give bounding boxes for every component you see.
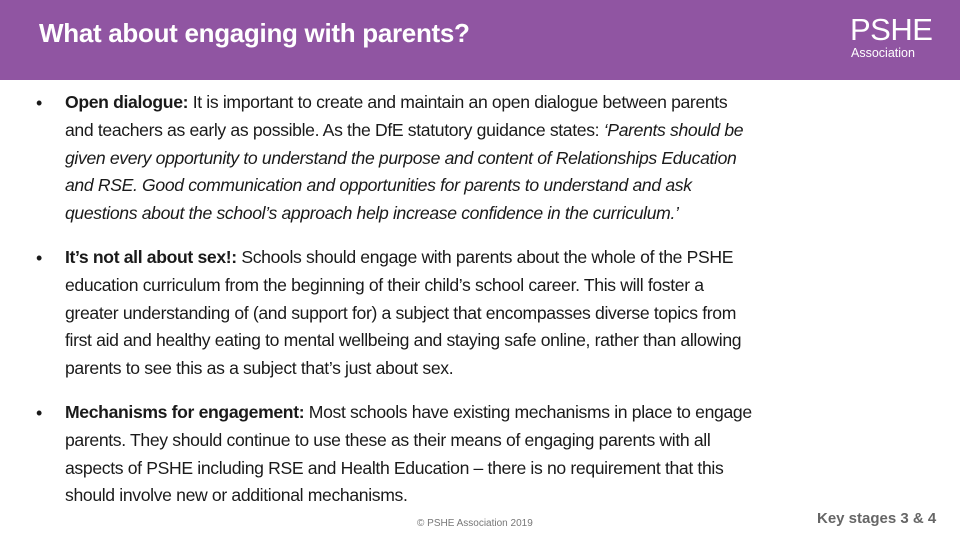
- bullet-text: It is important to create and maintain an open dialogue between parents: [188, 92, 728, 112]
- bullet-text: and teachers as early as possible. As the DfE statutory guidance states:: [65, 119, 604, 140]
- bullet-text: aspects of PSHE including RSE and Health Education – there is no requirement that this: [65, 457, 724, 478]
- logo-sub: Association: [851, 46, 915, 60]
- bullet-text: education curriculum from the beginning of their child’s school career. This will foster a: [65, 274, 704, 295]
- bullet-dot: •: [36, 248, 43, 268]
- bullet-text: Schools should engage with parents about the whole of the PSHE: [236, 247, 734, 267]
- copyright: © PSHE Association 2019: [417, 518, 533, 529]
- bullet-text: Most schools have existing mechanisms in place to engage: [304, 402, 752, 422]
- quote-text: given every opportunity to understand the purpose and content of Relationships Education: [65, 147, 737, 168]
- quote-text: questions about the school’s approach help increase confidence in the curriculum.’: [65, 203, 679, 224]
- bullet-text: parents to see this as a subject that’s just about sex.: [65, 358, 454, 379]
- bullet-text: parents. They should continue to use these as their means of engaging parents with all: [65, 429, 711, 450]
- bullet-dot: •: [36, 403, 43, 423]
- key-stages-label: Key stages 3 & 4: [817, 510, 937, 527]
- quote-text: ‘Parents should be: [603, 119, 744, 140]
- logo-main: PSHE: [850, 12, 933, 47]
- bullet-text: should involve new or additional mechanisms.: [65, 485, 408, 506]
- bullet-heading: Mechanisms for engagement:: [65, 402, 305, 422]
- title-bar: [0, 0, 960, 80]
- bullet-dot: •: [36, 93, 43, 113]
- quote-text: and RSE. Good communication and opportunities for parents to understand and ask: [65, 175, 692, 196]
- pshe-logo: [850, 14, 932, 60]
- page-title: What about engaging with parents?: [39, 18, 470, 48]
- bullet-text: first aid and healthy eating to mental wellbeing and staying safe online, rather than allowing: [65, 330, 742, 351]
- bullet-heading: Open dialogue:: [65, 92, 189, 112]
- bullet-heading: It’s not all about sex!:: [65, 247, 237, 267]
- bullet-text: greater understanding of (and support for) a subject that encompasses diverse topics from: [65, 302, 737, 323]
